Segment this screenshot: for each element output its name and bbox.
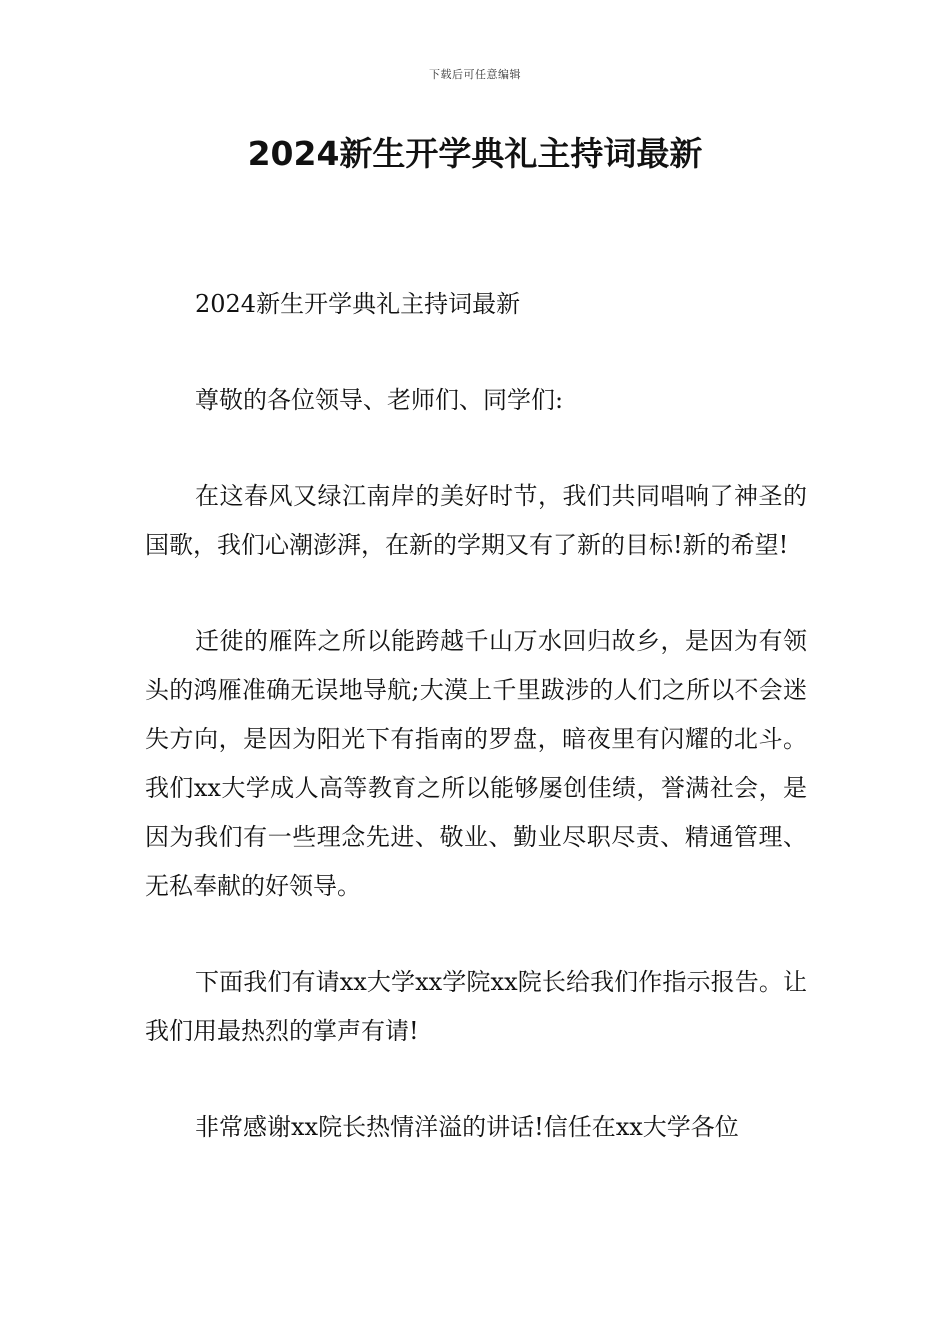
document-body (145, 280, 807, 1199)
document-title: 2024新生开学典礼主持词最新 (247, 134, 703, 173)
paragraph-subtitle: 2024新生开学典礼主持词最新 (195, 290, 521, 318)
paragraph: 迁徙的雁阵之所以能跨越千山万水回归故乡，是因为有领头的鸿雁准确无误地导航;大漠上千里跋涉的人们之所以不会迷失方向，是因为阳光下有指南的罗盘，暗夜里有闪耀的北斗。我们xx大学成人高等教育之所以能够屡创佳绩，誉满社会，是因为我们有一些理念先进、敬业、勤业尽职尽责、精通管理、无私奉献的好领导。 (145, 627, 807, 900)
paragraph-salutation: 尊敬的各位领导、老师们、同学们: (195, 386, 564, 414)
paragraph: 下面我们有请xx大学xx学院xx院长给我们作指示报告。让我们用最热烈的掌声有请! (145, 968, 807, 1045)
paragraph: 在这春风又绿江南岸的美好时节，我们共同唱响了神圣的国歌，我们心潮澎湃，在新的学期又有了新的目标!新的希望! (145, 482, 807, 559)
paragraph: 非常感谢xx院长热情洋溢的讲话!信任在xx大学各位 (195, 1113, 739, 1141)
header-note: 下载后可任意编辑 (429, 68, 521, 81)
